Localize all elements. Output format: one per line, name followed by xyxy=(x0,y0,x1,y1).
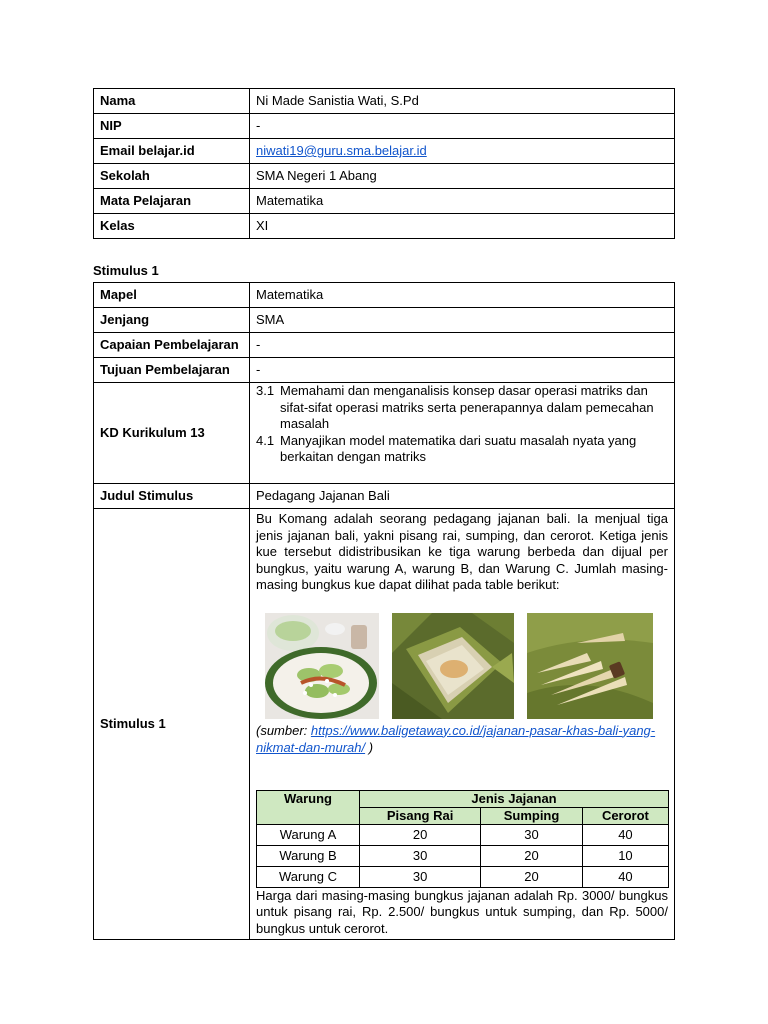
source-citation xyxy=(256,722,668,756)
table-row xyxy=(94,383,675,484)
jajanan-table xyxy=(256,790,669,888)
photo-row xyxy=(265,613,668,719)
table-header-row xyxy=(257,790,669,807)
kd-list xyxy=(256,383,668,466)
email-link[interactable]: niwati19@guru.sma.belajar.id xyxy=(256,143,427,158)
table-row xyxy=(94,484,675,509)
field-label: Tujuan Pembelajaran xyxy=(94,358,250,383)
source-link[interactable]: https://www.baligetaway.co.id/jajanan-pasar-khas-bali-yang-nikmat-dan-murah/ xyxy=(256,722,656,755)
table-row xyxy=(94,283,675,308)
table-row xyxy=(94,509,675,940)
source-prefix: (sumber: xyxy=(256,722,311,738)
list-item xyxy=(256,383,668,433)
field-label: KD Kurikulum 13 xyxy=(94,383,250,484)
field-label: Sekolah xyxy=(94,164,250,189)
table-row xyxy=(94,189,675,214)
stimulus-table xyxy=(93,282,675,940)
table-cell: 30 xyxy=(481,824,583,845)
kd-number: 3.1 xyxy=(256,383,275,398)
row-label: Warung B xyxy=(257,845,360,866)
table-row xyxy=(257,866,669,887)
table-row xyxy=(94,308,675,333)
list-item xyxy=(256,433,668,466)
field-value xyxy=(250,139,675,164)
table-cell: 20 xyxy=(360,824,481,845)
table-row xyxy=(257,824,669,845)
field-value: SMA Negeri 1 Abang xyxy=(250,164,675,189)
field-label: Mata Pelajaran xyxy=(94,189,250,214)
row-label: Warung C xyxy=(257,866,360,887)
field-value: Ni Made Sanistia Wati, S.Pd xyxy=(250,89,675,114)
table-row xyxy=(94,333,675,358)
table-row xyxy=(94,214,675,239)
field-value: - xyxy=(250,358,675,383)
kd-text: Memahami dan menganalisis konsep dasar operasi matriks dan sifat-sifat operasi matriks serta penerapannya dalam pemecahan masalah xyxy=(280,383,654,431)
pisang-rai-photo xyxy=(265,613,379,719)
field-value: Matematika xyxy=(250,283,675,308)
field-value: Matematika xyxy=(250,189,675,214)
field-label: Judul Stimulus xyxy=(94,484,250,509)
field-value: - xyxy=(250,333,675,358)
row-label: Warung A xyxy=(257,824,360,845)
field-label: Kelas xyxy=(94,214,250,239)
table-cell: 20 xyxy=(481,845,583,866)
kd-list-cell xyxy=(250,383,675,484)
table-cell: 10 xyxy=(582,845,668,866)
cerorot-photo xyxy=(527,613,653,719)
sumping-photo xyxy=(392,613,514,719)
field-label: Mapel xyxy=(94,283,250,308)
table-cell: 30 xyxy=(360,845,481,866)
stimulus-intro: Bu Komang adalah seorang pedagang jajanan bali. Ia menjual tiga jenis jajanan bali, yakni pisang rai, sumping, dan cerorot. Ketiga jenis kue tersebut didistribusikan ke tiga warung berbeda dan dijual per bungkus, yaitu warung A, warung B, dan Warung C. Jumlah masing-masing bungkus kue dapat dilihat pada table berikut: xyxy=(256,511,668,592)
field-label: Jenjang xyxy=(94,308,250,333)
table-row xyxy=(94,139,675,164)
column-header: Sumping xyxy=(481,807,583,824)
field-label: Email belajar.id xyxy=(94,139,250,164)
price-paragraph: Harga dari masing-masing bungkus jajanan adalah Rp. 3000/ bungkus untuk pisang rai, Rp. 2.500/ bungkus untuk sumping, dan Rp. 5000/ bungkus untuk cerorot. xyxy=(256,887,668,936)
kd-number: 4.1 xyxy=(256,432,275,448)
field-label: Nama xyxy=(94,89,250,114)
column-header-warung: Warung xyxy=(257,790,360,824)
table-cell: 30 xyxy=(360,866,481,887)
table-row xyxy=(94,358,675,383)
field-label: NIP xyxy=(94,114,250,139)
field-value: - xyxy=(250,114,675,139)
kd-text: Manyajikan model matematika dari suatu masalah nyata yang berkaitan dengan matriks xyxy=(280,432,637,464)
table-cell: 20 xyxy=(481,866,583,887)
table-row xyxy=(94,89,675,114)
stimulus-content xyxy=(250,509,675,940)
source-suffix: ) xyxy=(365,739,374,755)
field-value: XI xyxy=(250,214,675,239)
field-value: SMA xyxy=(250,308,675,333)
table-row xyxy=(94,114,675,139)
field-label: Capaian Pembelajaran xyxy=(94,333,250,358)
table-cell: 40 xyxy=(582,824,668,845)
column-header: Cerorot xyxy=(582,807,668,824)
teacher-identity-table xyxy=(93,88,675,239)
section-heading: Stimulus 1 xyxy=(93,263,159,278)
field-label: Stimulus 1 xyxy=(94,509,250,940)
table-cell: 40 xyxy=(582,866,668,887)
table-row xyxy=(257,845,669,866)
column-header: Pisang Rai xyxy=(360,807,481,824)
table-row xyxy=(94,164,675,189)
column-header-jenis: Jenis Jajanan xyxy=(360,790,669,807)
field-value: Pedagang Jajanan Bali xyxy=(250,484,675,509)
